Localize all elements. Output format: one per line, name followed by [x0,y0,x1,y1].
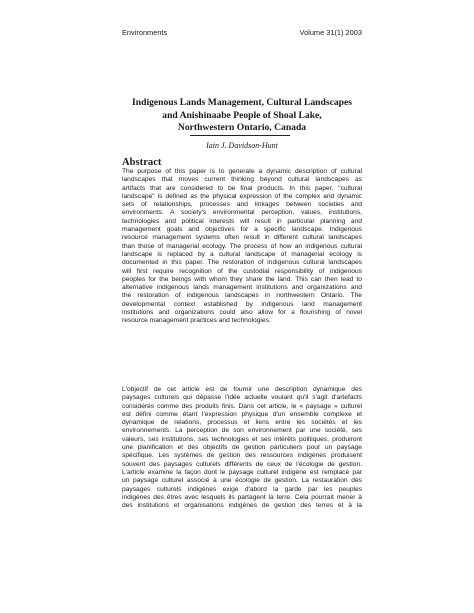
paragraph-line: landscape" is defined as the physical expression of the complex and dynamic [122,192,362,200]
paragraph-line: une planification et des objectifs de gestion particuliers pour un paysage [122,444,362,452]
paragraph-line: environments. A society's environmental perception, values, institutions, [122,209,362,217]
paragraph-line: valeurs, ses institutions, ses technologies et ses intérêts politiques, produiront [122,435,362,443]
paragraph-line: peoples for the beings with whom they share the land. This can then lead to [122,275,362,283]
paragraph-line: considérés comme des produits finis. Dans cet article, le « paysage » culturel [122,402,362,410]
title-line: and Anishinaabe People of Shoal Lake, [162,109,322,121]
paragraph-line: sets of relationships, processes and linkages between societies and [122,201,362,209]
author-name: Iain J. Davidson-Hunt [206,141,278,150]
paragraph-line: paysages culturels indigènes exige d'abord la garde par les peuples [122,485,362,493]
paragraph-line: management goals and objectives for a specific landscape. Indigenous [122,226,362,234]
paragraph-line: than those of managerial ecology. The process of how an indigenous cultural [122,242,362,250]
journal-name: Environments [122,28,168,37]
paragraph-line: indigènes des êtres avec lesquels ils partagent la terre. Cela pourrait mener à [122,493,362,501]
title-line: Indigenous Lands Management, Cultural Landscapes [132,97,352,108]
paragraph-line: institutions and organizations could also allow for a flourishing of novel [122,309,362,317]
paragraph-line: L'objectif de cet article est de fournir une description dynamique des [122,386,362,393]
paragraph-line: paysages culturels qui dépasse l'idée actuelle voulant qu'il s'agit d'artefacts [122,394,362,402]
volume-info: Volume 31(1) 2003 [299,28,362,37]
paragraph-line: dynamique de relations, processus et liens entre les sociétés et les [122,419,362,427]
paragraph-line: the restoration of indigenous landscapes in northwestern Ontario. The [122,292,362,300]
paragraph-line: resource management practices and technologies. [122,317,271,325]
paragraph-line: developmental context established by indigenous land management [122,300,362,308]
paragraph-line: artifacts that are considered to be final products. In this paper, "cultural [122,184,362,192]
paragraph-line: L'article examine la façon dont le paysage culturel indigène est remplacé par [122,468,362,476]
author-divider [190,135,290,136]
paragraph-line: un paysage culturel associé à une écologie de gestion. La restauration des [122,477,362,485]
paragraph-line: documented in this paper. The restoration of indigenous cultural landscapes [122,259,362,267]
paragraph-line: environnements. La perception de son environnement par une société, ses [122,427,362,435]
paragraph-line: landscapes that moves current thinking beyond cultural landscapes as [122,176,362,184]
abstract-french-paragraph [122,386,362,510]
paragraph-line: alternative indigenous lands management institutions and organizations and [122,284,362,292]
article-title [122,97,362,135]
abstract-english-paragraph [122,168,362,326]
paragraph-line: spécifique. Les systèmes de gestion des ressources indigènes produisent [122,452,362,460]
paragraph-line: resource management systems often result in different cultural landscapes [122,234,362,242]
paragraph-line: souvent des paysages culturels différents de ceux de l'écologie de gestion. [122,460,362,468]
paragraph-line: landscape is replaced by a cultural landscape of managerial ecology is [122,250,362,258]
paragraph-line: technologies and political interests will result in particular planning and [122,217,362,225]
running-header [122,28,362,37]
paragraph-line: des institutions et organisations indigènes de gestion des terres et à la [122,502,362,510]
title-line: Northwestern Ontario, Canada [177,122,307,134]
abstract-heading: Abstract [122,157,162,168]
paragraph-line: est défini comme étant l'expression physique d'un ensemble complexe et [122,410,362,418]
paragraph-line: will first require recognition of the custodial responsibility of indigenous [122,267,362,275]
paragraph-line: The purpose of this paper is to generate a dynamic description of cultural [122,168,362,175]
